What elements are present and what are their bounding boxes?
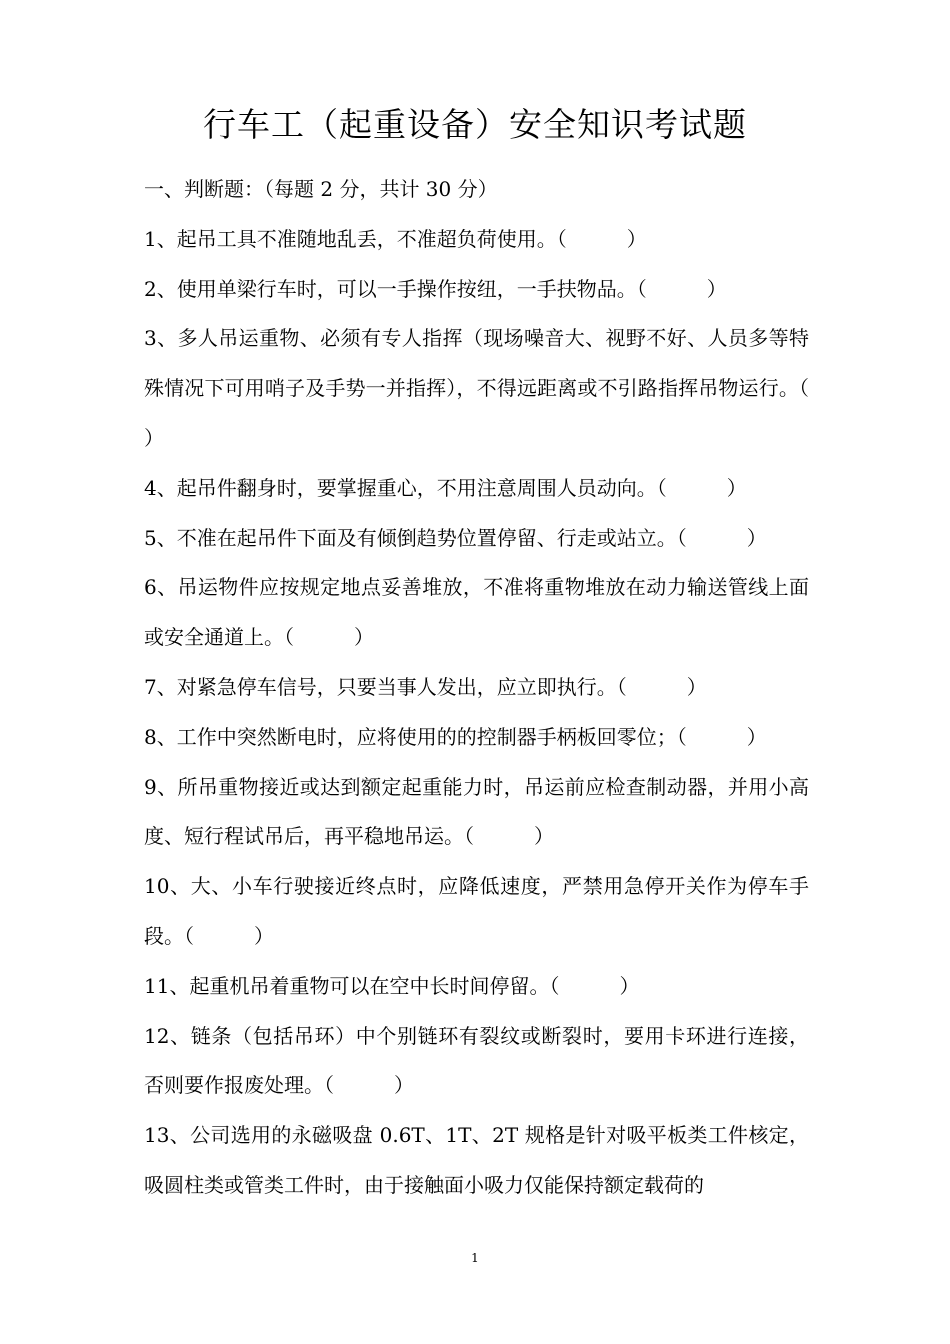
- question-item: 4、起吊件翻身时，要掌握重心，不用注意周围人员动向。（ ）: [144, 475, 747, 500]
- question-item: 13、公司选用的永磁吸盘 0.6T、1T、2T 规格是针对吸平板类工件核定，吸圆柱类或管类工件时，由于接触面小吸力仅能保持额定载荷的: [144, 1123, 809, 1197]
- question-item: 6、吊运物件应按规定地点妥善堆放，不准将重物堆放在动力输送管线上面或安全通道上。（ ）: [144, 575, 809, 650]
- question-item: 3、多人吊运重物、必须有专人指挥（现场噪音大、视野不好、人员多等特殊情况下可用哨子及手势一并指挥），不得远距离或不引路指挥吊物运行。（ ）: [144, 326, 869, 450]
- question-item: 10、大、小车行驶接近终点时，应降低速度，严禁用急停开关作为停车手段。（ ）: [144, 874, 809, 948]
- question-item: 1、起吊工具不准随地乱丢，不准超负荷使用。（ ）: [144, 226, 647, 251]
- question-item: 2、使用单梁行车时，可以一手操作按纽，一手扶物品。（ ）: [144, 276, 727, 301]
- question-item: 8、工作中突然断电时，应将使用的的控制器手柄板回零位；（ ）: [144, 724, 767, 749]
- page-number: 1: [471, 1251, 479, 1265]
- question-item: 7、对紧急停车信号，只要当事人发出，应立即执行。（ ）: [144, 674, 707, 699]
- section-heading: 一、判断题：（每题 2 分，共计 30 分）: [144, 177, 498, 201]
- question-item: 11、起重机吊着重物可以在空中长时间停留。（ ）: [144, 973, 640, 998]
- document-title: 行车工（起重设备）安全知识考试题: [203, 105, 747, 144]
- question-item: 5、不准在起吊件下面及有倾倒趋势位置停留、行走或站立。（ ）: [144, 525, 767, 550]
- question-item: 9、所吊重物接近或达到额定起重能力时，吊运前应检查制动器，并用小高度、短行程试吊后，再平稳地吊运。（ ）: [144, 774, 809, 849]
- question-list: [144, 165, 869, 1211]
- question-item: 12、链条（包括吊环）中个别链环有裂纹或断裂时，要用卡环进行连接，否则要作报废处理。（ ）: [144, 1023, 809, 1098]
